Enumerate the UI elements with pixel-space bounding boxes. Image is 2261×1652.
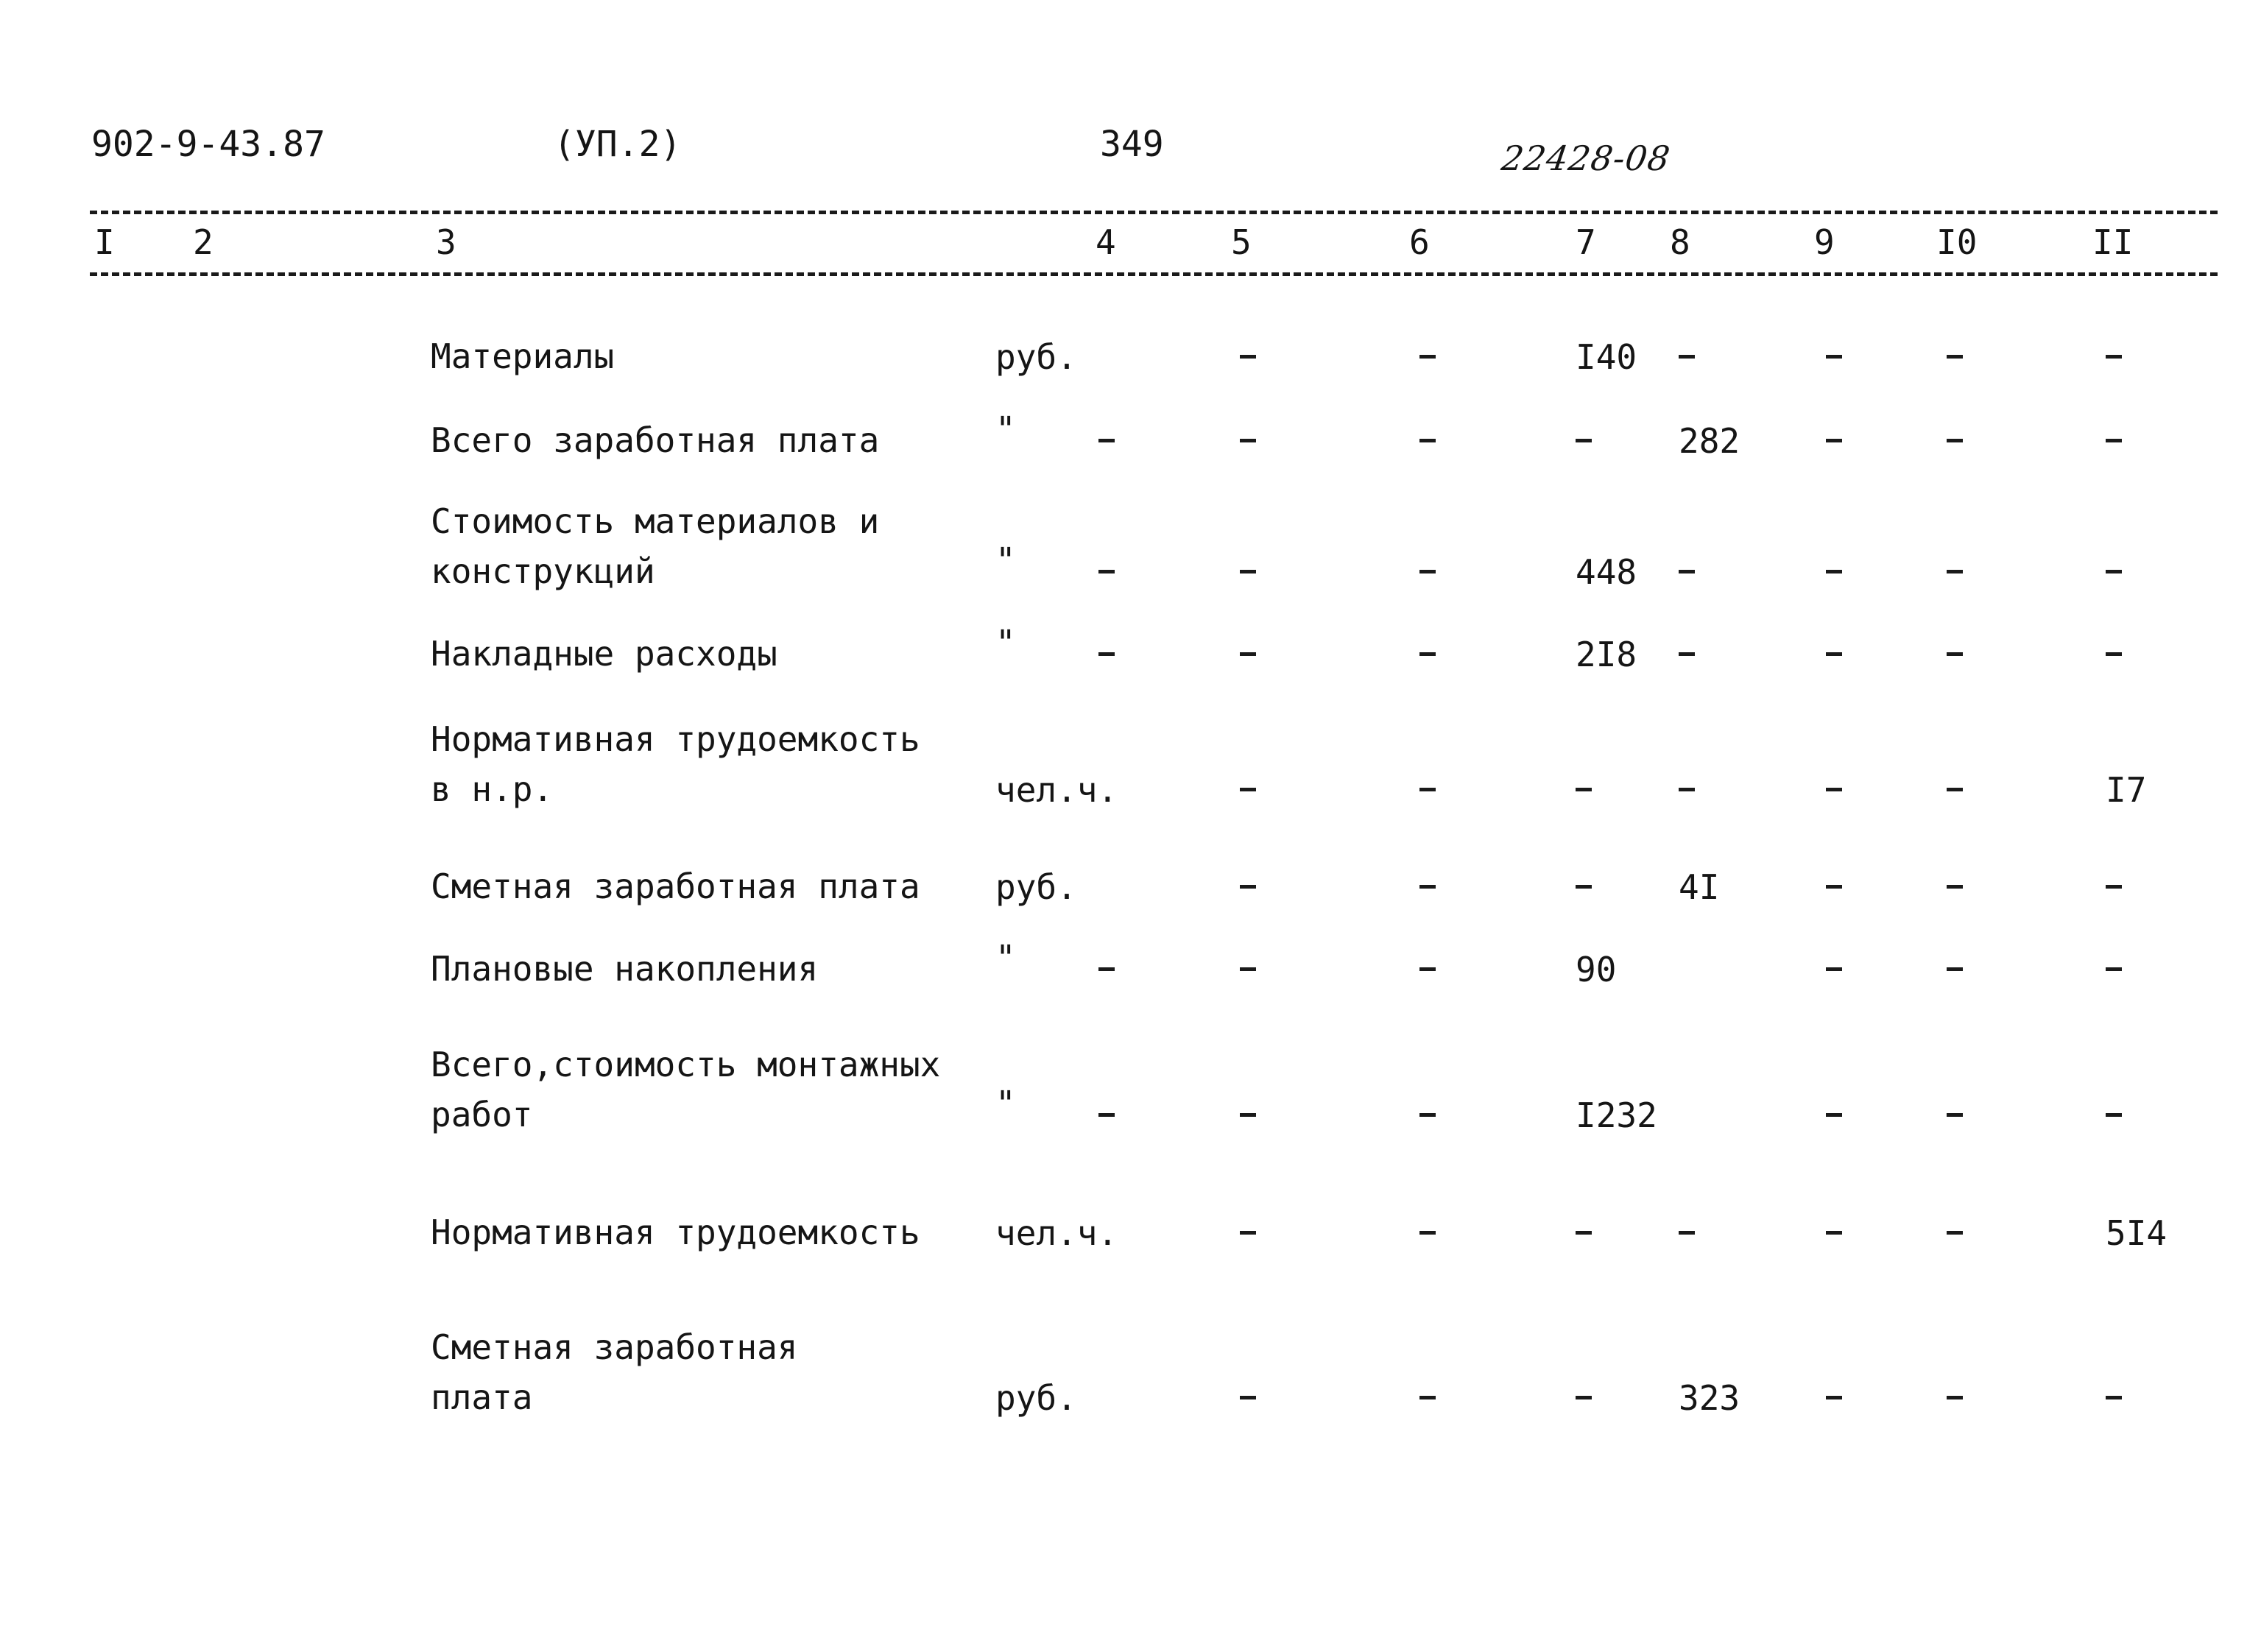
handwritten-code: 22428-08	[1499, 138, 1673, 178]
empty-dash	[1419, 652, 1436, 656]
value-cell: I7	[2106, 770, 2147, 810]
row-label: Плановые накопления	[431, 949, 819, 989]
empty-dash	[1098, 652, 1115, 656]
empty-dash	[1679, 570, 1695, 573]
empty-dash	[1826, 1396, 1842, 1399]
header-top-rule	[90, 211, 2218, 214]
empty-dash	[1240, 1231, 1256, 1235]
empty-dash	[1240, 439, 1256, 442]
row-label: Нормативная трудоемкость	[431, 1212, 920, 1252]
empty-dash	[1826, 1231, 1842, 1235]
value-cell: I40	[1576, 337, 1637, 377]
row-label: Материалы	[431, 336, 615, 376]
empty-dash	[1576, 788, 1592, 791]
column-header-2: 2	[193, 222, 214, 262]
empty-dash	[1419, 355, 1436, 359]
value-cell: 90	[1576, 950, 1617, 989]
empty-dash	[1098, 439, 1115, 442]
value-cell: 2I8	[1576, 635, 1637, 674]
value-cell: I232	[1576, 1095, 1657, 1135]
empty-dash	[1098, 570, 1115, 573]
empty-dash	[2106, 570, 2122, 573]
empty-dash	[1576, 439, 1592, 442]
empty-dash	[1826, 439, 1842, 442]
empty-dash	[1826, 967, 1842, 971]
empty-dash	[2106, 652, 2122, 656]
column-header-4: 4	[1096, 222, 1116, 262]
empty-dash	[1419, 1231, 1436, 1235]
unit-cell: чел.ч.	[995, 1213, 1118, 1253]
empty-dash	[1419, 788, 1436, 791]
empty-dash	[1947, 355, 1963, 359]
empty-dash	[2106, 1113, 2122, 1117]
empty-dash	[2106, 1396, 2122, 1399]
empty-dash	[1240, 1396, 1256, 1399]
empty-dash	[1826, 1113, 1842, 1117]
row-label: конструкций	[431, 551, 655, 591]
empty-dash	[1679, 788, 1695, 791]
empty-dash	[1679, 652, 1695, 656]
empty-dash	[2106, 439, 2122, 442]
empty-dash	[1419, 570, 1436, 573]
unit-cell: "	[995, 540, 1016, 580]
column-header-8: 8	[1670, 222, 1690, 262]
unit-cell: руб.	[995, 1378, 1077, 1418]
column-header-5: 5	[1231, 222, 1252, 262]
row-label: Всего заработная плата	[431, 420, 880, 460]
row-label: плата	[431, 1377, 533, 1417]
empty-dash	[1576, 1231, 1592, 1235]
empty-dash	[1826, 885, 1842, 889]
empty-dash	[1576, 885, 1592, 889]
empty-dash	[1098, 967, 1115, 971]
empty-dash	[1240, 570, 1256, 573]
empty-dash	[1419, 885, 1436, 889]
unit-cell: руб.	[995, 867, 1077, 907]
document-number: 902-9-43.87	[91, 124, 325, 165]
page-number: 349	[1100, 124, 1164, 165]
value-cell: 323	[1679, 1378, 1740, 1418]
empty-dash	[1947, 570, 1963, 573]
empty-dash	[1947, 652, 1963, 656]
empty-dash	[1947, 788, 1963, 791]
row-label: Накладные расходы	[431, 634, 777, 674]
empty-dash	[1240, 1113, 1256, 1117]
header-bottom-rule	[90, 272, 2218, 276]
empty-dash	[1576, 1396, 1592, 1399]
value-cell: 448	[1576, 552, 1637, 592]
column-header-11: II	[2092, 222, 2134, 262]
row-label: в н.р.	[431, 769, 554, 809]
empty-dash	[1098, 1113, 1115, 1117]
column-header-9: 9	[1814, 222, 1835, 262]
empty-dash	[1679, 355, 1695, 359]
empty-dash	[1240, 967, 1256, 971]
empty-dash	[1947, 1396, 1963, 1399]
column-header-3: 3	[436, 222, 456, 262]
empty-dash	[1947, 1113, 1963, 1117]
value-cell: 282	[1679, 421, 1740, 461]
row-label: Нормативная трудоемкость	[431, 719, 920, 759]
value-cell: 5I4	[2106, 1213, 2167, 1253]
empty-dash	[1826, 788, 1842, 791]
unit-cell: "	[995, 409, 1016, 449]
empty-dash	[1947, 439, 1963, 442]
empty-dash	[2106, 355, 2122, 359]
unit-cell: "	[995, 1084, 1016, 1123]
empty-dash	[1826, 355, 1842, 359]
unit-cell: "	[995, 623, 1016, 663]
empty-dash	[1240, 885, 1256, 889]
unit-cell: "	[995, 938, 1016, 978]
column-header-1: I	[94, 222, 115, 262]
row-label: работ	[431, 1095, 533, 1134]
empty-dash	[1419, 1396, 1436, 1399]
row-label: Стоимость материалов и	[431, 501, 880, 541]
value-cell: 4I	[1679, 867, 1720, 907]
empty-dash	[2106, 967, 2122, 971]
empty-dash	[1240, 355, 1256, 359]
column-header-10: I0	[1936, 222, 1978, 262]
empty-dash	[1240, 788, 1256, 791]
row-label: Всего,стоимость монтажных	[431, 1045, 941, 1084]
empty-dash	[1947, 885, 1963, 889]
row-label: Сметная заработная	[431, 1327, 798, 1367]
column-header-7: 7	[1576, 222, 1596, 262]
empty-dash	[1826, 652, 1842, 656]
empty-dash	[1419, 439, 1436, 442]
empty-dash	[1826, 570, 1842, 573]
unit-cell: руб.	[995, 337, 1077, 377]
row-label: Сметная заработная плата	[431, 866, 920, 906]
empty-dash	[2106, 885, 2122, 889]
column-header-6: 6	[1409, 222, 1430, 262]
unit-cell: чел.ч.	[995, 770, 1118, 810]
empty-dash	[1947, 1231, 1963, 1235]
empty-dash	[1240, 652, 1256, 656]
empty-dash	[1679, 1231, 1695, 1235]
empty-dash	[1419, 967, 1436, 971]
empty-dash	[1947, 967, 1963, 971]
empty-dash	[1419, 1113, 1436, 1117]
section-number: (УП.2)	[554, 124, 682, 165]
